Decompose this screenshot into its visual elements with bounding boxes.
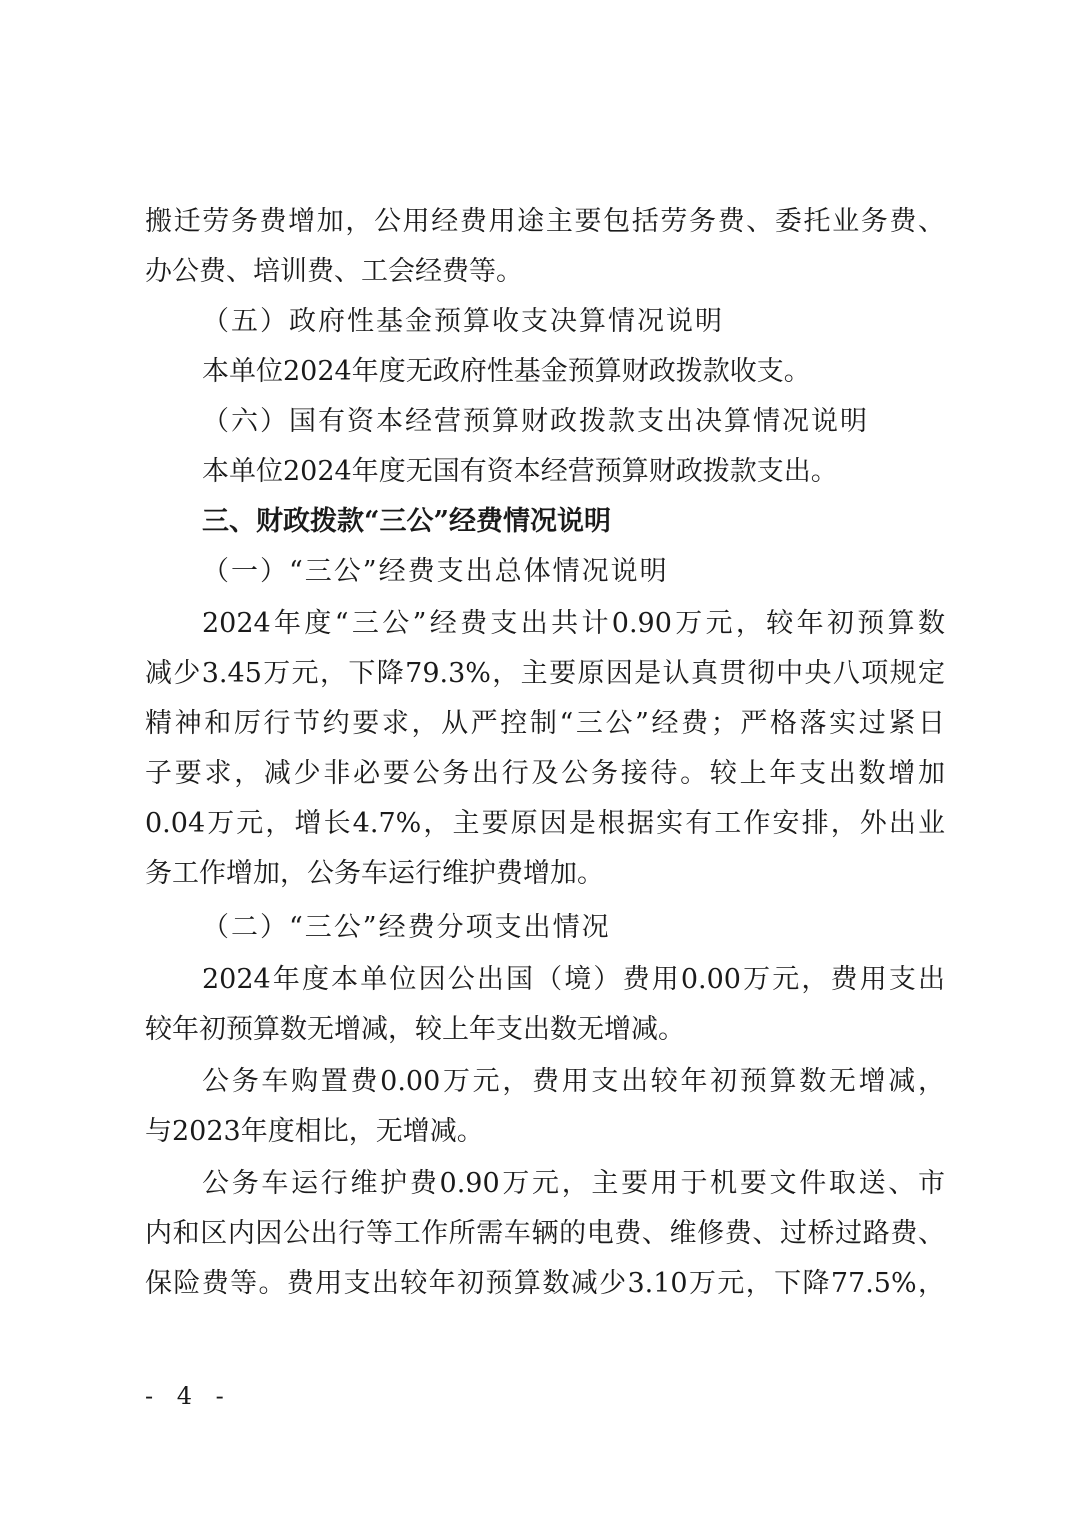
body-text-line: 本单位2024年度无国有资本经营预算财政拨款支出。 [202, 456, 838, 487]
body-text-line: 2024年度本单位因公出国（境）费用0.00万元，费用支出 [202, 964, 945, 995]
section-heading: （五）政府性基金预算收支决算情况说明 [202, 306, 724, 337]
body-text-line: 内和区内因公出行等工作所需车辆的电费、维修费、过桥过路费、 [145, 1218, 945, 1249]
body-text-line: 搬迁劳务费增加，公用经费用途主要包括劳务费、委托业务费、 [145, 206, 945, 237]
body-text-line: 子要求，减少非必要公务出行及公务接待。较上年支出数增加 [145, 758, 945, 789]
body-text-line: 保险费等。费用支出较年初预算数减少3.10万元，下降77.5%， [145, 1268, 945, 1299]
body-text-line: 公务车运行维护费0.90万元，主要用于机要文件取送、市 [202, 1168, 945, 1199]
body-text-line: 本单位2024年度无政府性基金预算财政拨款收支。 [202, 356, 811, 387]
body-text-line: 办公费、培训费、工会经费等。 [145, 256, 523, 287]
page-number: - 4 - [145, 1382, 232, 1410]
body-text-line: 务工作增加，公务车运行维护费增加。 [145, 858, 604, 889]
section-heading: （二）“三公”经费分项支出情况 [202, 912, 611, 943]
section-heading: （六）国有资本经营预算财政拨款支出决算情况说明 [202, 406, 869, 437]
chapter-heading: 三、财政拨款“三公”经费情况说明 [202, 506, 612, 537]
section-heading: （一）“三公”经费支出总体情况说明 [202, 556, 669, 587]
body-text-line: 2024年度“三公”经费支出共计0.90万元，较年初预算数 [202, 608, 945, 639]
body-text-line: 0.04万元，增长4.7%，主要原因是根据实有工作安排，外出业 [145, 808, 945, 839]
body-text-line: 减少3.45万元，下降79.3%，主要原因是认真贯彻中央八项规定 [145, 658, 945, 689]
body-text-line: 较年初预算数无增减，较上年支出数无增减。 [145, 1014, 685, 1045]
body-text-line: 与2023年度相比，无增减。 [145, 1116, 484, 1147]
body-text-line: 精神和厉行节约要求，从严控制“三公”经费；严格落实过紧日 [145, 708, 945, 739]
body-text-line: 公务车购置费0.00万元，费用支出较年初预算数无增减， [202, 1066, 945, 1097]
